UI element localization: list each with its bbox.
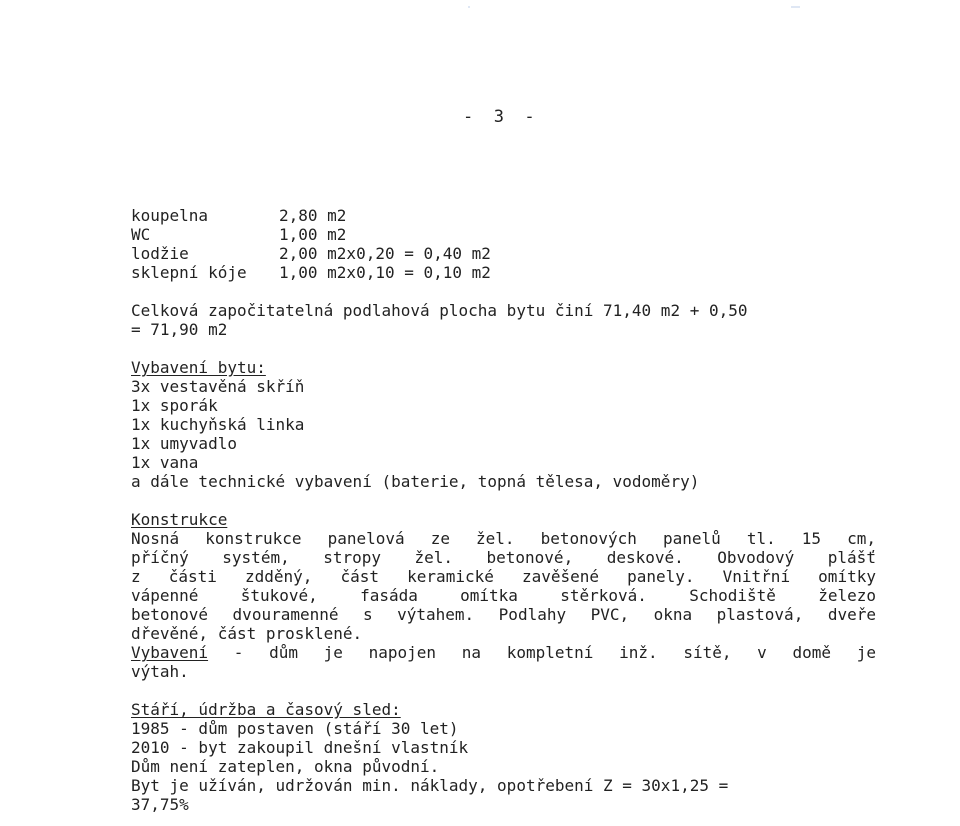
document-content bbox=[131, 206, 891, 814]
equipment-item: 1x umyvadlo bbox=[131, 434, 237, 453]
area-name: sklepní kóje bbox=[131, 263, 247, 282]
equipment-summary-word: je bbox=[856, 643, 876, 662]
equipment-summary-word: kompletní bbox=[506, 643, 594, 662]
construction-word: cm, bbox=[847, 529, 876, 548]
scan-mark bbox=[468, 6, 470, 8]
construction-word: systém, bbox=[222, 548, 290, 567]
construction-word: 15 bbox=[801, 529, 822, 548]
construction-word: Obvodový bbox=[717, 548, 795, 567]
construction-word: s bbox=[363, 605, 373, 624]
construction-text bbox=[131, 529, 891, 624]
equipment-item: 1x vana bbox=[131, 453, 199, 472]
construction-word: konstrukce bbox=[205, 529, 302, 548]
age-heading: Stáří, údržba a časový sled: bbox=[131, 700, 401, 719]
equipment-summary-word: na bbox=[461, 643, 482, 662]
construction-word: příčný bbox=[131, 548, 189, 567]
construction-word: okna bbox=[653, 605, 693, 624]
construction-word: žel. bbox=[414, 548, 454, 567]
area-value: 1,00 m2 bbox=[279, 225, 347, 244]
construction-word: Nosná bbox=[131, 529, 180, 548]
equipment-item: 3x vestavěná skříň bbox=[131, 377, 305, 396]
equipment-summary-word: je bbox=[323, 643, 343, 662]
total-area-line: = 71,90 m2 bbox=[131, 320, 228, 339]
construction-word: panely. bbox=[627, 567, 695, 586]
construction-word: panelů bbox=[662, 529, 721, 548]
construction-word: železo bbox=[818, 586, 876, 605]
construction-word: z bbox=[131, 567, 141, 586]
equipment-summary-word: inž. bbox=[619, 643, 658, 662]
total-area-line: Celková započitatelná podlahová plocha bytu činí 71,40 m2 + 0,50 bbox=[131, 301, 748, 320]
construction-word: žel. bbox=[476, 529, 515, 548]
construction-word: výtahem. bbox=[397, 605, 475, 624]
page-number: - 3 - bbox=[463, 107, 535, 127]
construction-word: tl. bbox=[746, 529, 776, 548]
construction-line bbox=[131, 567, 876, 586]
construction-word: stropy bbox=[323, 548, 381, 567]
construction-word: štukové, bbox=[240, 586, 318, 605]
age-line: Dům není zateplen, okna původní. bbox=[131, 757, 440, 776]
construction-word: deskové. bbox=[606, 548, 684, 567]
construction-last-line: dřevěné, část prosklené. bbox=[131, 624, 363, 643]
age-line: Byt je užíván, udržován min. náklady, opotřebení Z = 30x1,25 = bbox=[131, 776, 729, 795]
construction-word: plastová, bbox=[716, 605, 804, 624]
construction-heading: Konstrukce bbox=[131, 510, 228, 529]
equipment-summary-word: dům bbox=[269, 643, 298, 662]
scan-mark bbox=[791, 6, 800, 8]
construction-word: keramické bbox=[407, 567, 494, 586]
age-line: 1985 - dům postaven (stáří 30 let) bbox=[131, 719, 459, 738]
construction-word: betonové, bbox=[486, 548, 574, 567]
age-line: 37,75% bbox=[131, 795, 189, 814]
equipment-item: 1x kuchyňská linka bbox=[131, 415, 305, 434]
equipment-summary-word: domě bbox=[792, 643, 832, 662]
construction-word: Schodiště bbox=[689, 586, 776, 605]
equipment-summary-word: - bbox=[233, 643, 244, 662]
construction-word: části bbox=[168, 567, 217, 586]
construction-word: omítky bbox=[818, 567, 876, 586]
area-name: lodžie bbox=[131, 244, 189, 263]
construction-word: betonových bbox=[540, 529, 637, 548]
construction-word: fasáda bbox=[360, 586, 418, 605]
equipment-summary-word: v bbox=[757, 643, 767, 662]
construction-line bbox=[131, 605, 876, 624]
area-name: koupelna bbox=[131, 206, 209, 225]
construction-line bbox=[131, 586, 876, 605]
area-value: 1,00 m2x0,10 = 0,10 m2 bbox=[279, 263, 491, 282]
construction-word: betonové bbox=[131, 605, 209, 624]
age-list bbox=[131, 719, 891, 814]
construction-word: část bbox=[340, 567, 380, 586]
equipment-summary-heading: Vybavení bbox=[131, 643, 209, 662]
construction-word: panelová bbox=[327, 529, 405, 548]
age-line: 2010 - byt zakoupil dnešní vlastník bbox=[131, 738, 469, 757]
area-row bbox=[131, 263, 891, 282]
area-row bbox=[131, 244, 891, 263]
area-value: 2,00 m2x0,20 = 0,40 m2 bbox=[279, 244, 491, 263]
equipment-summary-last: výtah. bbox=[131, 662, 189, 681]
area-name: WC bbox=[131, 225, 151, 244]
construction-word: plášť bbox=[827, 548, 876, 567]
area-list bbox=[131, 206, 891, 282]
construction-word: dveře bbox=[827, 605, 876, 624]
equipment-item: a dále technické vybavení (baterie, topná tělesa, vodoměry) bbox=[131, 472, 700, 491]
equipment-heading: Vybavení bytu: bbox=[131, 358, 266, 377]
construction-word: PVC, bbox=[590, 605, 630, 624]
area-value: 2,80 m2 bbox=[279, 206, 347, 225]
equipment-summary-word: napojen bbox=[368, 643, 437, 662]
construction-word: dvouramenné bbox=[232, 605, 339, 624]
construction-line bbox=[131, 529, 876, 548]
construction-word: Podlahy bbox=[498, 605, 567, 624]
construction-word: zavěšené bbox=[521, 567, 600, 586]
construction-line bbox=[131, 548, 876, 567]
construction-word: Vnitřní bbox=[722, 567, 791, 586]
area-row bbox=[131, 206, 891, 225]
construction-word: stěrková. bbox=[560, 586, 647, 605]
construction-word: vápenné bbox=[131, 586, 199, 605]
construction-word: ze bbox=[430, 529, 450, 548]
construction-word: zdděný, bbox=[245, 567, 313, 586]
equipment-summary-line bbox=[131, 643, 876, 662]
equipment-summary-word: sítě, bbox=[683, 643, 732, 662]
equipment-item: 1x sporák bbox=[131, 396, 218, 415]
area-row bbox=[131, 225, 891, 244]
equipment-list bbox=[131, 377, 891, 491]
construction-word: omítka bbox=[460, 586, 518, 605]
